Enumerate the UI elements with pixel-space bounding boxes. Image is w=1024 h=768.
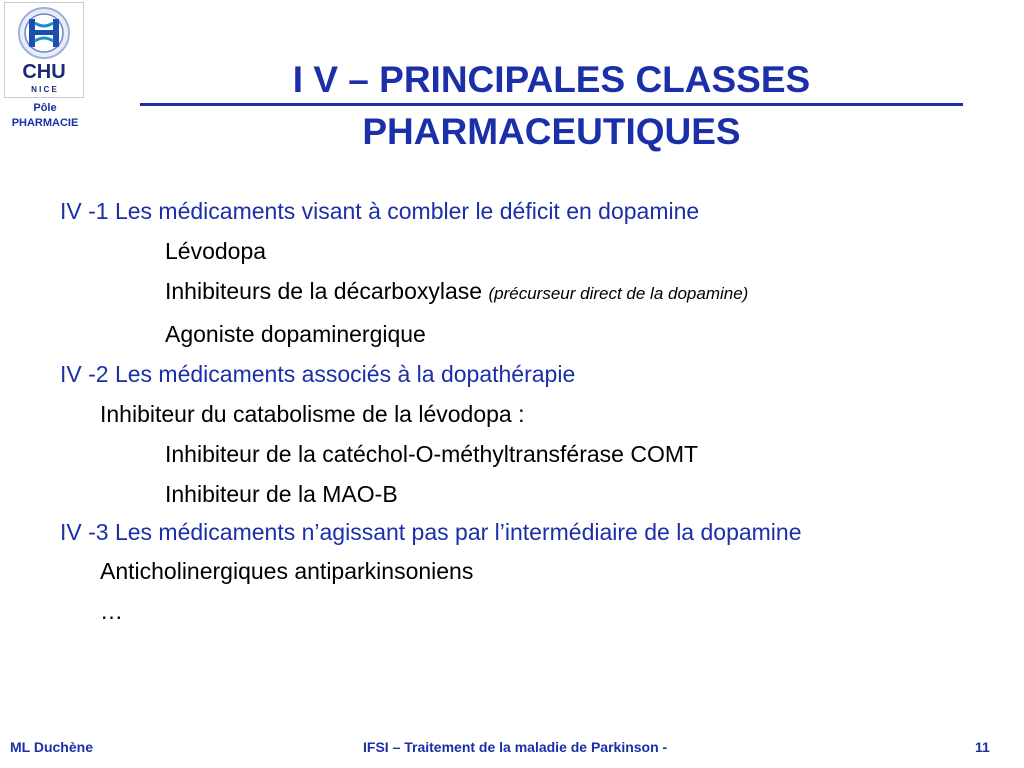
- list-item: Agoniste dopaminergique: [165, 321, 426, 347]
- section-heading-iv-3: IV -3 Les médicaments n’agissant pas par l’intermédiaire de la dopamine: [60, 519, 802, 545]
- section-heading-iv-1: IV -1 Les médicaments visant à combler le déficit en dopamine: [60, 198, 700, 224]
- section-heading-iv-2: IV -2 Les médicaments associés à la dopathérapie: [60, 361, 576, 387]
- logo-chu-text: CHU: [22, 61, 66, 83]
- list-item: [60, 271, 960, 314]
- pole-label-line1: Pôle: [33, 102, 57, 114]
- chu-nice-logo-icon: [5, 3, 83, 97]
- title-underline: [140, 103, 963, 106]
- slide-content: [60, 191, 960, 631]
- footer-author: ML Duchène: [10, 739, 93, 755]
- list-item: Lévodopa: [165, 238, 267, 264]
- slide-title-line2: PHARMACEUTIQUES: [362, 111, 741, 152]
- list-item: Anticholinergiques antiparkinsoniens: [100, 558, 474, 584]
- footer-course: IFSI – Traitement de la maladie de Parkinson -: [363, 739, 668, 755]
- list-item: Inhibiteur de la MAO-B: [165, 481, 398, 507]
- chu-nice-logo: [4, 2, 84, 98]
- list-item: …: [100, 598, 123, 624]
- list-item: Inhibiteur du catabolisme de la lévodopa :: [100, 401, 525, 427]
- page-number: 11: [975, 739, 990, 755]
- slide-title: [140, 54, 963, 158]
- slide-title-line1: I V – PRINCIPALES CLASSES: [292, 59, 811, 100]
- pole-label-line2: PHARMACIE: [11, 117, 79, 129]
- list-item-text: Inhibiteurs de la décarboxylase: [165, 278, 483, 304]
- logo-nice-text: N I C E: [31, 85, 57, 94]
- list-item: Inhibiteur de la catéchol-O-méthyltransférase COMT: [165, 441, 699, 467]
- list-item-note: (précurseur direct de la dopamine): [488, 284, 749, 303]
- pole-label: [0, 101, 90, 131]
